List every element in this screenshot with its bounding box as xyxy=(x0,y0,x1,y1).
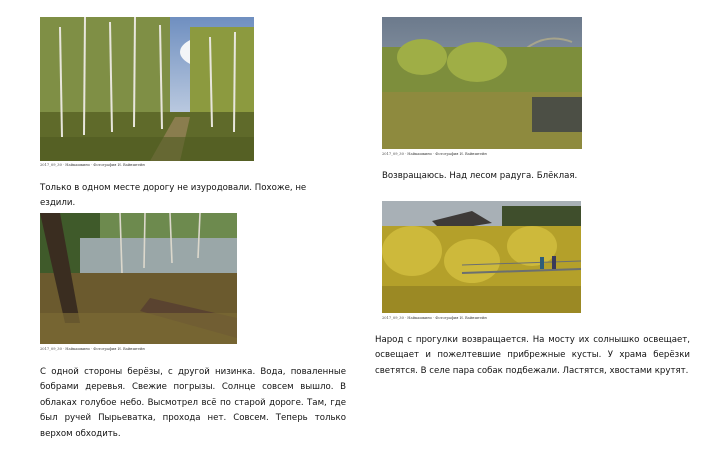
photo-description: Возвращаюсь. Над лесом радуга. Блёклая. xyxy=(382,171,578,181)
photo-bridge-village xyxy=(382,201,581,313)
photo-rainbow-forest xyxy=(382,17,582,149)
photo-beaver-swamp xyxy=(40,213,237,344)
photo-forest-road xyxy=(40,17,254,161)
photo-caption: 2017_09_30 · Найкашкино · Фотография И. Вайнштейн xyxy=(40,163,145,167)
photo-description: Народ с прогулки возвращается. На мосту их солнышко освещает, освещает и пожелтевшие прибрежные кусты. У храма берёзки светятся. В селе пара собак подбежали. Ластятся, хвостами крутят. xyxy=(375,335,690,376)
photo-description: С одной стороны берёзы, с другой низинка. Вода, поваленные бобрами деревья. Свежие погрызы. Солнце совсем вышло. В облаках голубое небо. Высмотрел всё по старой дороге. Там, где был ручей Пырьеватка, прохода нет. Совсем. Теперь только верхом обходить. xyxy=(40,367,346,439)
photo-caption: 2017_09_30 · Найкашкино · Фотография И. Вайнштейн xyxy=(40,347,145,351)
photo-description: Только в одном месте дорогу не изуродовали. Похоже, не ездили. xyxy=(40,183,307,209)
photo-caption: 2017_09_30 · Найкашкино · Фотография И. Вайнштейн xyxy=(382,152,487,156)
photo-caption: 2017_09_30 · Найкашкино · Фотография И. Вайнштейн xyxy=(382,316,487,320)
